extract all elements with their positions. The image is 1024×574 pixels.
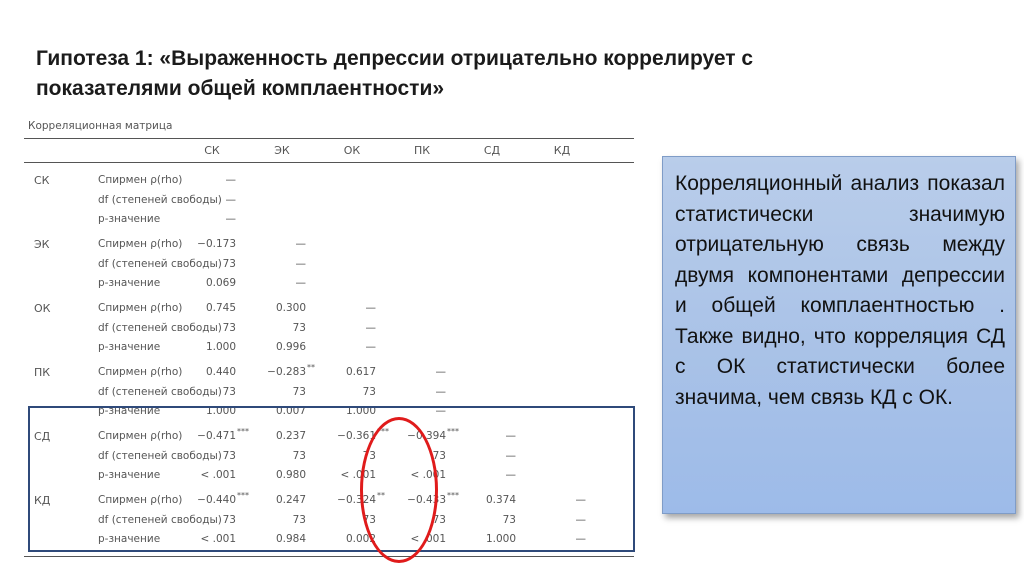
table-cell: 73 (222, 321, 236, 334)
table-cell: 1.000 (485, 533, 516, 545)
table-cell: 0.440 (205, 366, 236, 378)
table-cell: — (295, 238, 306, 250)
table-cell: 73 (432, 513, 446, 526)
table-cell: 73 (222, 449, 236, 462)
column-header: СД (483, 144, 501, 157)
stat-label: df (степеней свободы) (98, 513, 222, 526)
stat-label: df (степеней свободы) (98, 321, 222, 334)
correlation-matrix-table (22, 114, 642, 560)
significance-stars: *** (237, 491, 249, 500)
table-cell: — (505, 449, 516, 462)
stat-label: Спирмен ρ(rho) (98, 366, 183, 378)
table-rule (24, 556, 634, 557)
row-group-label: ЭК (34, 238, 50, 251)
significance-stars: *** (447, 491, 459, 500)
table-cell: 0.007 (275, 405, 306, 417)
table-cell: — (295, 257, 306, 270)
table-cell: 1.000 (345, 405, 376, 417)
table-cell: −0.324 (337, 494, 376, 506)
table-cell: 0.247 (275, 494, 306, 506)
stat-label: Спирмен ρ(rho) (98, 174, 183, 186)
table-cell: — (225, 193, 236, 206)
significance-stars: *** (447, 427, 459, 436)
stat-label: Спирмен ρ(rho) (98, 238, 183, 250)
table-cell: — (295, 277, 306, 289)
table-cell: 73 (222, 385, 236, 398)
callout-text: Корреляционный анализ показал статистически значимую отрицательную связь между двумя компонентами депрессии и общей комплаентностью . Также видно, что корреляция СД с ОК статистически более значима, чем связь КД с ОК. (675, 172, 1005, 409)
table-cell: 73 (292, 449, 306, 462)
table-cell: 1.000 (205, 341, 236, 353)
column-header: ПК (413, 144, 431, 157)
table-cell: 73 (362, 449, 376, 462)
table-rule (24, 138, 634, 139)
stat-label: df (степеней свободы) (98, 257, 222, 270)
table-cell: 0.745 (205, 302, 236, 314)
stat-label: p-значение (98, 277, 161, 289)
stat-label: df (степеней свободы) (98, 193, 222, 206)
slide-title-line-1: Гипотеза 1: «Выраженность депрессии отрицательно коррелирует с (36, 47, 754, 70)
table-cell: −0.361 (337, 430, 376, 442)
table-cell: — (225, 174, 236, 186)
table-cell: 0.374 (485, 494, 516, 506)
table-cell: — (575, 494, 586, 506)
table-cell: 73 (362, 385, 376, 398)
stat-label: p-значение (98, 213, 161, 225)
table-cell: < .001 (200, 469, 236, 481)
table-cell: < .001 (410, 469, 446, 481)
table-cell: — (365, 321, 376, 334)
stat-label: p-значение (98, 341, 161, 353)
table-cell: −0.471 (197, 430, 236, 442)
table-cell: −0.440 (197, 494, 236, 506)
significance-stars: *** (237, 427, 249, 436)
table-cell: 0.002 (345, 533, 376, 545)
stat-label: df (степеней свободы) (98, 385, 222, 398)
table-cell: 73 (502, 513, 516, 526)
table-cell: — (575, 533, 586, 545)
column-header: ЭК (274, 144, 290, 157)
table-cell: 73 (362, 513, 376, 526)
table-cell: < .001 (410, 533, 446, 545)
row-group-label: КД (34, 494, 51, 507)
table-cell: 73 (222, 513, 236, 526)
table-cell: −0.283 (267, 366, 306, 378)
stat-label: Спирмен ρ(rho) (98, 430, 183, 442)
table-cell: 0.237 (275, 430, 306, 442)
slide-title (36, 44, 836, 104)
table-rule (24, 162, 634, 163)
significance-stars: ** (307, 363, 315, 372)
slide-title-line-2: показателями общей комплаентности» (36, 77, 445, 100)
row-group-label: ОК (34, 302, 51, 315)
table-cell: 73 (292, 385, 306, 398)
table-cell: 73 (432, 449, 446, 462)
stat-label: p-значение (98, 533, 161, 545)
table-cell: < .001 (200, 533, 236, 545)
table-cell: — (505, 430, 516, 442)
table-cell: 1.000 (205, 405, 236, 417)
table-cell: 0.069 (205, 277, 236, 289)
stat-label: Спирмен ρ(rho) (98, 302, 183, 314)
table-cell: 73 (222, 257, 236, 270)
column-header: СК (204, 144, 220, 157)
table-cell: — (505, 469, 516, 481)
table-cell: 0.980 (275, 469, 306, 481)
stat-label: p-значение (98, 469, 161, 481)
table-cell: — (365, 341, 376, 353)
stat-label: p-значение (98, 405, 161, 417)
significance-stars: *** (377, 427, 389, 436)
table-cell: −0.173 (197, 238, 236, 250)
table-cell: 0.984 (275, 533, 306, 545)
stat-label: Спирмен ρ(rho) (98, 494, 183, 506)
row-group-label: СД (34, 430, 51, 443)
table-cell: 73 (292, 321, 306, 334)
stat-label: df (степеней свободы) (98, 449, 222, 462)
row-group-label: СК (34, 174, 50, 187)
table-cell: 0.300 (275, 302, 306, 314)
significance-stars: ** (377, 491, 385, 500)
column-header: КД (553, 144, 571, 157)
conclusion-callout (662, 156, 1016, 514)
table-cell: — (225, 213, 236, 225)
row-group-label: ПК (34, 366, 51, 379)
table-cell: — (435, 385, 446, 398)
table-cell: — (365, 302, 376, 314)
table-cell: 0.996 (275, 341, 306, 353)
table-cell: 73 (292, 513, 306, 526)
table-cell: — (435, 366, 446, 378)
table-cell: −0.394 (407, 430, 446, 442)
matrix-caption: Корреляционная матрица (28, 120, 173, 132)
table-cell: — (435, 405, 446, 417)
column-header: ОК (343, 144, 361, 157)
table-cell: −0.433 (407, 494, 446, 506)
table-cell: < .001 (340, 469, 376, 481)
table-cell: 0.617 (345, 366, 376, 378)
table-cell: — (575, 513, 586, 526)
